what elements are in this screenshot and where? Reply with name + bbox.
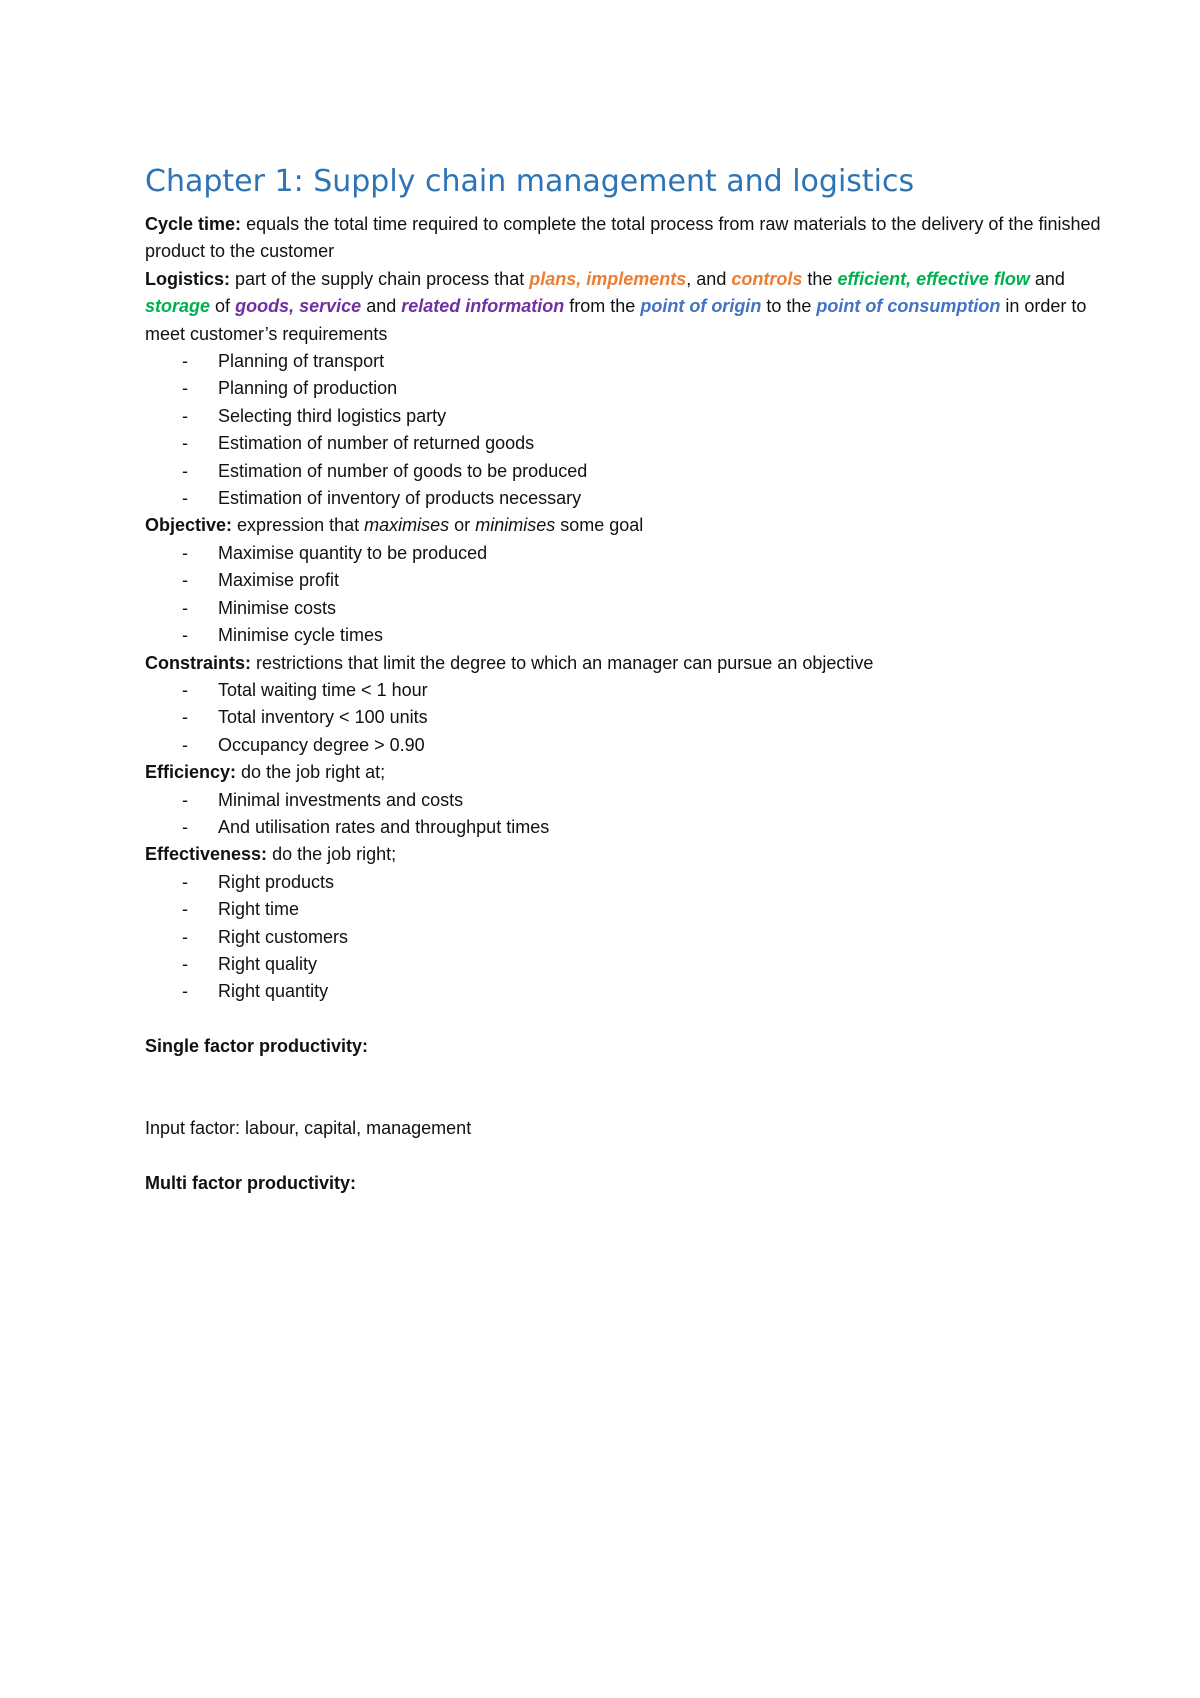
blank-line bbox=[145, 1006, 1105, 1033]
keyword-sep: , bbox=[906, 268, 912, 289]
keyword-controls: controls bbox=[731, 268, 803, 289]
keyword-effective-flow: effective flow bbox=[916, 268, 1030, 289]
objective-definition bbox=[145, 512, 1105, 539]
keyword-efficient: efficient bbox=[837, 268, 907, 289]
list-item: - Maximise profit bbox=[145, 567, 1105, 594]
blank-line bbox=[145, 1143, 1105, 1170]
term-efficiency: Efficiency: bbox=[145, 762, 237, 783]
keyword-point-of-consumption: point of consumption bbox=[816, 296, 1001, 317]
list-item: - Total inventory < 100 units bbox=[145, 704, 1105, 731]
logistics-text-9: in order to meet customer’s requirements bbox=[145, 296, 1087, 344]
objective-text-3: some goal bbox=[560, 515, 644, 536]
list-item: - Planning of production bbox=[145, 375, 1105, 402]
constraints-list bbox=[145, 677, 1105, 759]
keyword-service: service bbox=[299, 296, 362, 317]
list-item: - Occupancy degree > 0.90 bbox=[145, 732, 1105, 759]
keyword-sep: , bbox=[576, 268, 582, 289]
chapter-title: Chapter 1: Supply chain management and logistics bbox=[145, 164, 915, 199]
logistics-text-1: part of the supply chain process that bbox=[235, 268, 525, 289]
logistics-text-6: and bbox=[366, 296, 397, 317]
logistics-text-2: , and bbox=[686, 268, 727, 289]
keyword-goods: goods bbox=[235, 296, 290, 317]
list-item: - Right customers bbox=[145, 924, 1105, 951]
list-item: - Right quality bbox=[145, 951, 1105, 978]
constraints-definition bbox=[145, 650, 1105, 677]
efficiency-definition bbox=[145, 759, 1105, 786]
term-constraints: Constraints: bbox=[145, 652, 252, 673]
list-item: - Estimation of inventory of products necessary bbox=[145, 485, 1105, 512]
list-item: - Right quantity bbox=[145, 978, 1105, 1005]
single-factor-heading: Single factor productivity: bbox=[145, 1036, 369, 1057]
keyword-sep: , bbox=[289, 296, 295, 317]
logistics-text-8: to the bbox=[766, 296, 812, 317]
list-item: - Right time bbox=[145, 896, 1105, 923]
list-item: - Planning of transport bbox=[145, 348, 1105, 375]
keyword-related-information: related information bbox=[401, 296, 565, 317]
logistics-definition bbox=[145, 266, 1105, 348]
logistics-text-3: the bbox=[807, 268, 833, 289]
document-body bbox=[145, 162, 1105, 1198]
term-objective: Objective: bbox=[145, 515, 233, 536]
cycle-time-text: equals the total time required to complete the total process from raw materials to the delivery of the finished product to the customer bbox=[145, 214, 1101, 262]
objective-em-minimises: minimises bbox=[475, 515, 556, 536]
logistics-text-5: of bbox=[215, 296, 231, 317]
multi-factor-heading: Multi factor productivity: bbox=[145, 1173, 356, 1194]
term-logistics: Logistics: bbox=[145, 268, 231, 289]
cycle-time-definition bbox=[145, 211, 1105, 266]
list-item: - Total waiting time < 1 hour bbox=[145, 677, 1105, 704]
list-item: - Maximise quantity to be produced bbox=[145, 540, 1105, 567]
list-item: - Right products bbox=[145, 869, 1105, 896]
list-item: - Estimation of number of goods to be produced bbox=[145, 458, 1105, 485]
list-item: - Minimal investments and costs bbox=[145, 787, 1105, 814]
input-factor-text: Input factor: labour, capital, management bbox=[145, 1118, 472, 1139]
list-item: - Minimise costs bbox=[145, 595, 1105, 622]
term-effectiveness: Effectiveness: bbox=[145, 844, 268, 865]
logistics-text-7: from the bbox=[569, 296, 636, 317]
effectiveness-text: do the job right; bbox=[272, 844, 397, 865]
keyword-storage: storage bbox=[145, 296, 211, 317]
effectiveness-definition bbox=[145, 841, 1105, 868]
objective-list bbox=[145, 540, 1105, 650]
keyword-point-of-origin: point of origin bbox=[640, 296, 762, 317]
objective-text-2: or bbox=[454, 515, 471, 536]
list-item: - And utilisation rates and throughput times bbox=[145, 814, 1105, 841]
list-item: - Selecting third logistics party bbox=[145, 403, 1105, 430]
objective-em-maximises: maximises bbox=[364, 515, 450, 536]
logistics-list bbox=[145, 348, 1105, 512]
term-cycle-time: Cycle time: bbox=[145, 214, 242, 234]
constraints-text: restrictions that limit the degree to which an manager can pursue an objective bbox=[256, 652, 874, 673]
keyword-plans: plans bbox=[529, 268, 577, 289]
objective-text-1: expression that bbox=[237, 515, 360, 536]
effectiveness-list bbox=[145, 869, 1105, 1006]
efficiency-text: do the job right at; bbox=[241, 762, 386, 783]
blank-lines bbox=[145, 1061, 1105, 1116]
efficiency-list bbox=[145, 787, 1105, 842]
keyword-implements: implements bbox=[586, 268, 687, 289]
logistics-text-4: and bbox=[1034, 268, 1065, 289]
list-item: - Estimation of number of returned goods bbox=[145, 430, 1105, 457]
list-item: - Minimise cycle times bbox=[145, 622, 1105, 649]
